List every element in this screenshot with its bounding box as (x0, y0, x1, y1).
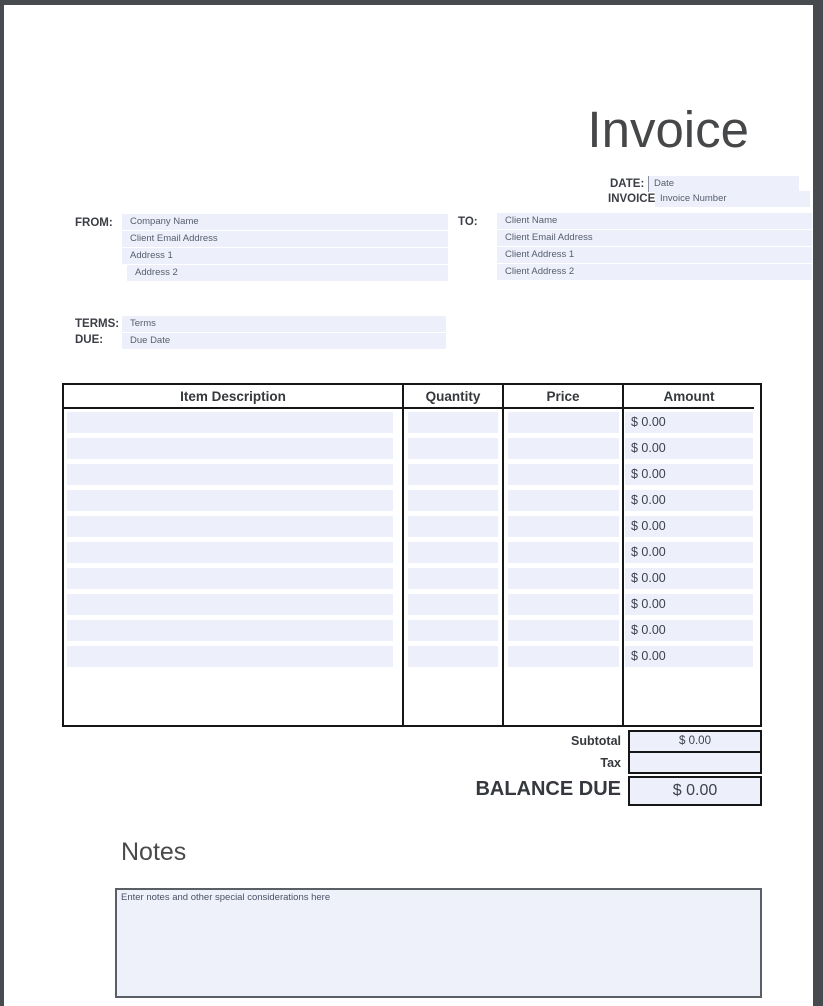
column-header-price: Price (504, 385, 622, 409)
to-label: TO: (458, 216, 478, 228)
item-price-field[interactable] (508, 620, 619, 641)
column-quantity (402, 385, 502, 725)
terms-label: TERMS: (75, 318, 120, 330)
client-name-field[interactable]: Client Name (497, 213, 812, 229)
item-description-field[interactable] (67, 412, 393, 433)
balance-due-value: $ 0.00 (628, 776, 762, 806)
column-price (502, 385, 622, 725)
company-name-field[interactable]: Company Name (122, 214, 448, 230)
subtotal-value: $ 0.00 (628, 730, 762, 753)
item-amount-value: $ 0.00 (625, 568, 753, 589)
date-field[interactable]: Date (648, 176, 799, 192)
invoice-number-label: INVOICE (608, 193, 656, 205)
item-price-field[interactable] (508, 516, 619, 537)
column-header-quantity: Quantity (404, 385, 502, 409)
from-fields (122, 214, 448, 281)
date-label: DATE: (610, 178, 645, 190)
item-description-field[interactable] (67, 568, 393, 589)
item-description-field[interactable] (67, 620, 393, 641)
notes-heading: Notes (121, 838, 187, 866)
item-description-field[interactable] (67, 594, 393, 615)
due-label: DUE: (75, 334, 104, 346)
item-price-field[interactable] (508, 490, 619, 511)
item-quantity-field[interactable] (408, 542, 498, 563)
client-address1-field[interactable]: Client Address 1 (497, 247, 812, 263)
from-address1-field[interactable]: Address 1 (122, 248, 448, 264)
item-price-field[interactable] (508, 594, 619, 615)
from-label: FROM: (75, 217, 113, 229)
item-description-field[interactable] (67, 438, 393, 459)
due-date-field[interactable]: Due Date (122, 333, 446, 349)
item-price-field[interactable] (508, 412, 619, 433)
item-price-field[interactable] (508, 542, 619, 563)
client-email-field[interactable]: Client Email Address (497, 230, 812, 246)
item-quantity-field[interactable] (408, 464, 498, 485)
items-table (62, 383, 762, 727)
item-quantity-field[interactable] (408, 594, 498, 615)
subtotal-label: Subtotal (571, 734, 621, 748)
item-price-field[interactable] (508, 464, 619, 485)
from-address2-field[interactable]: Address 2 (127, 265, 448, 281)
column-header-description: Item Description (64, 385, 402, 409)
client-address2-field[interactable]: Client Address 2 (497, 264, 812, 280)
item-amount-value: $ 0.00 (625, 464, 753, 485)
column-header-amount: Amount (624, 385, 754, 409)
item-quantity-field[interactable] (408, 620, 498, 641)
item-description-field[interactable] (67, 646, 393, 667)
tax-label: Tax (600, 756, 621, 770)
item-description-field[interactable] (67, 490, 393, 511)
item-amount-value: $ 0.00 (625, 516, 753, 537)
item-quantity-field[interactable] (408, 412, 498, 433)
item-price-field[interactable] (508, 438, 619, 459)
tax-field[interactable] (628, 751, 762, 774)
item-amount-value: $ 0.00 (625, 490, 753, 511)
invoice-number-field[interactable]: Invoice Number (655, 191, 810, 207)
item-quantity-field[interactable] (408, 438, 498, 459)
item-amount-value: $ 0.00 (625, 412, 753, 433)
item-price-field[interactable] (508, 646, 619, 667)
item-amount-value: $ 0.00 (625, 542, 753, 563)
to-fields (497, 213, 812, 280)
item-amount-value: $ 0.00 (625, 620, 753, 641)
item-amount-value: $ 0.00 (625, 594, 753, 615)
item-description-field[interactable] (67, 542, 393, 563)
item-amount-value: $ 0.00 (625, 438, 753, 459)
item-price-field[interactable] (508, 568, 619, 589)
column-description (64, 385, 402, 725)
balance-due-label: BALANCE DUE (475, 778, 621, 800)
item-quantity-field[interactable] (408, 490, 498, 511)
column-amount (622, 385, 754, 725)
item-quantity-field[interactable] (408, 568, 498, 589)
item-description-field[interactable] (67, 464, 393, 485)
from-email-field[interactable]: Client Email Address (122, 231, 448, 247)
item-description-field[interactable] (67, 516, 393, 537)
item-amount-value: $ 0.00 (625, 646, 753, 667)
item-quantity-field[interactable] (408, 516, 498, 537)
item-quantity-field[interactable] (408, 646, 498, 667)
page-title: Invoice (587, 101, 749, 158)
notes-textarea[interactable]: Enter notes and other special considerations here (115, 888, 762, 998)
terms-field[interactable]: Terms (122, 316, 446, 332)
